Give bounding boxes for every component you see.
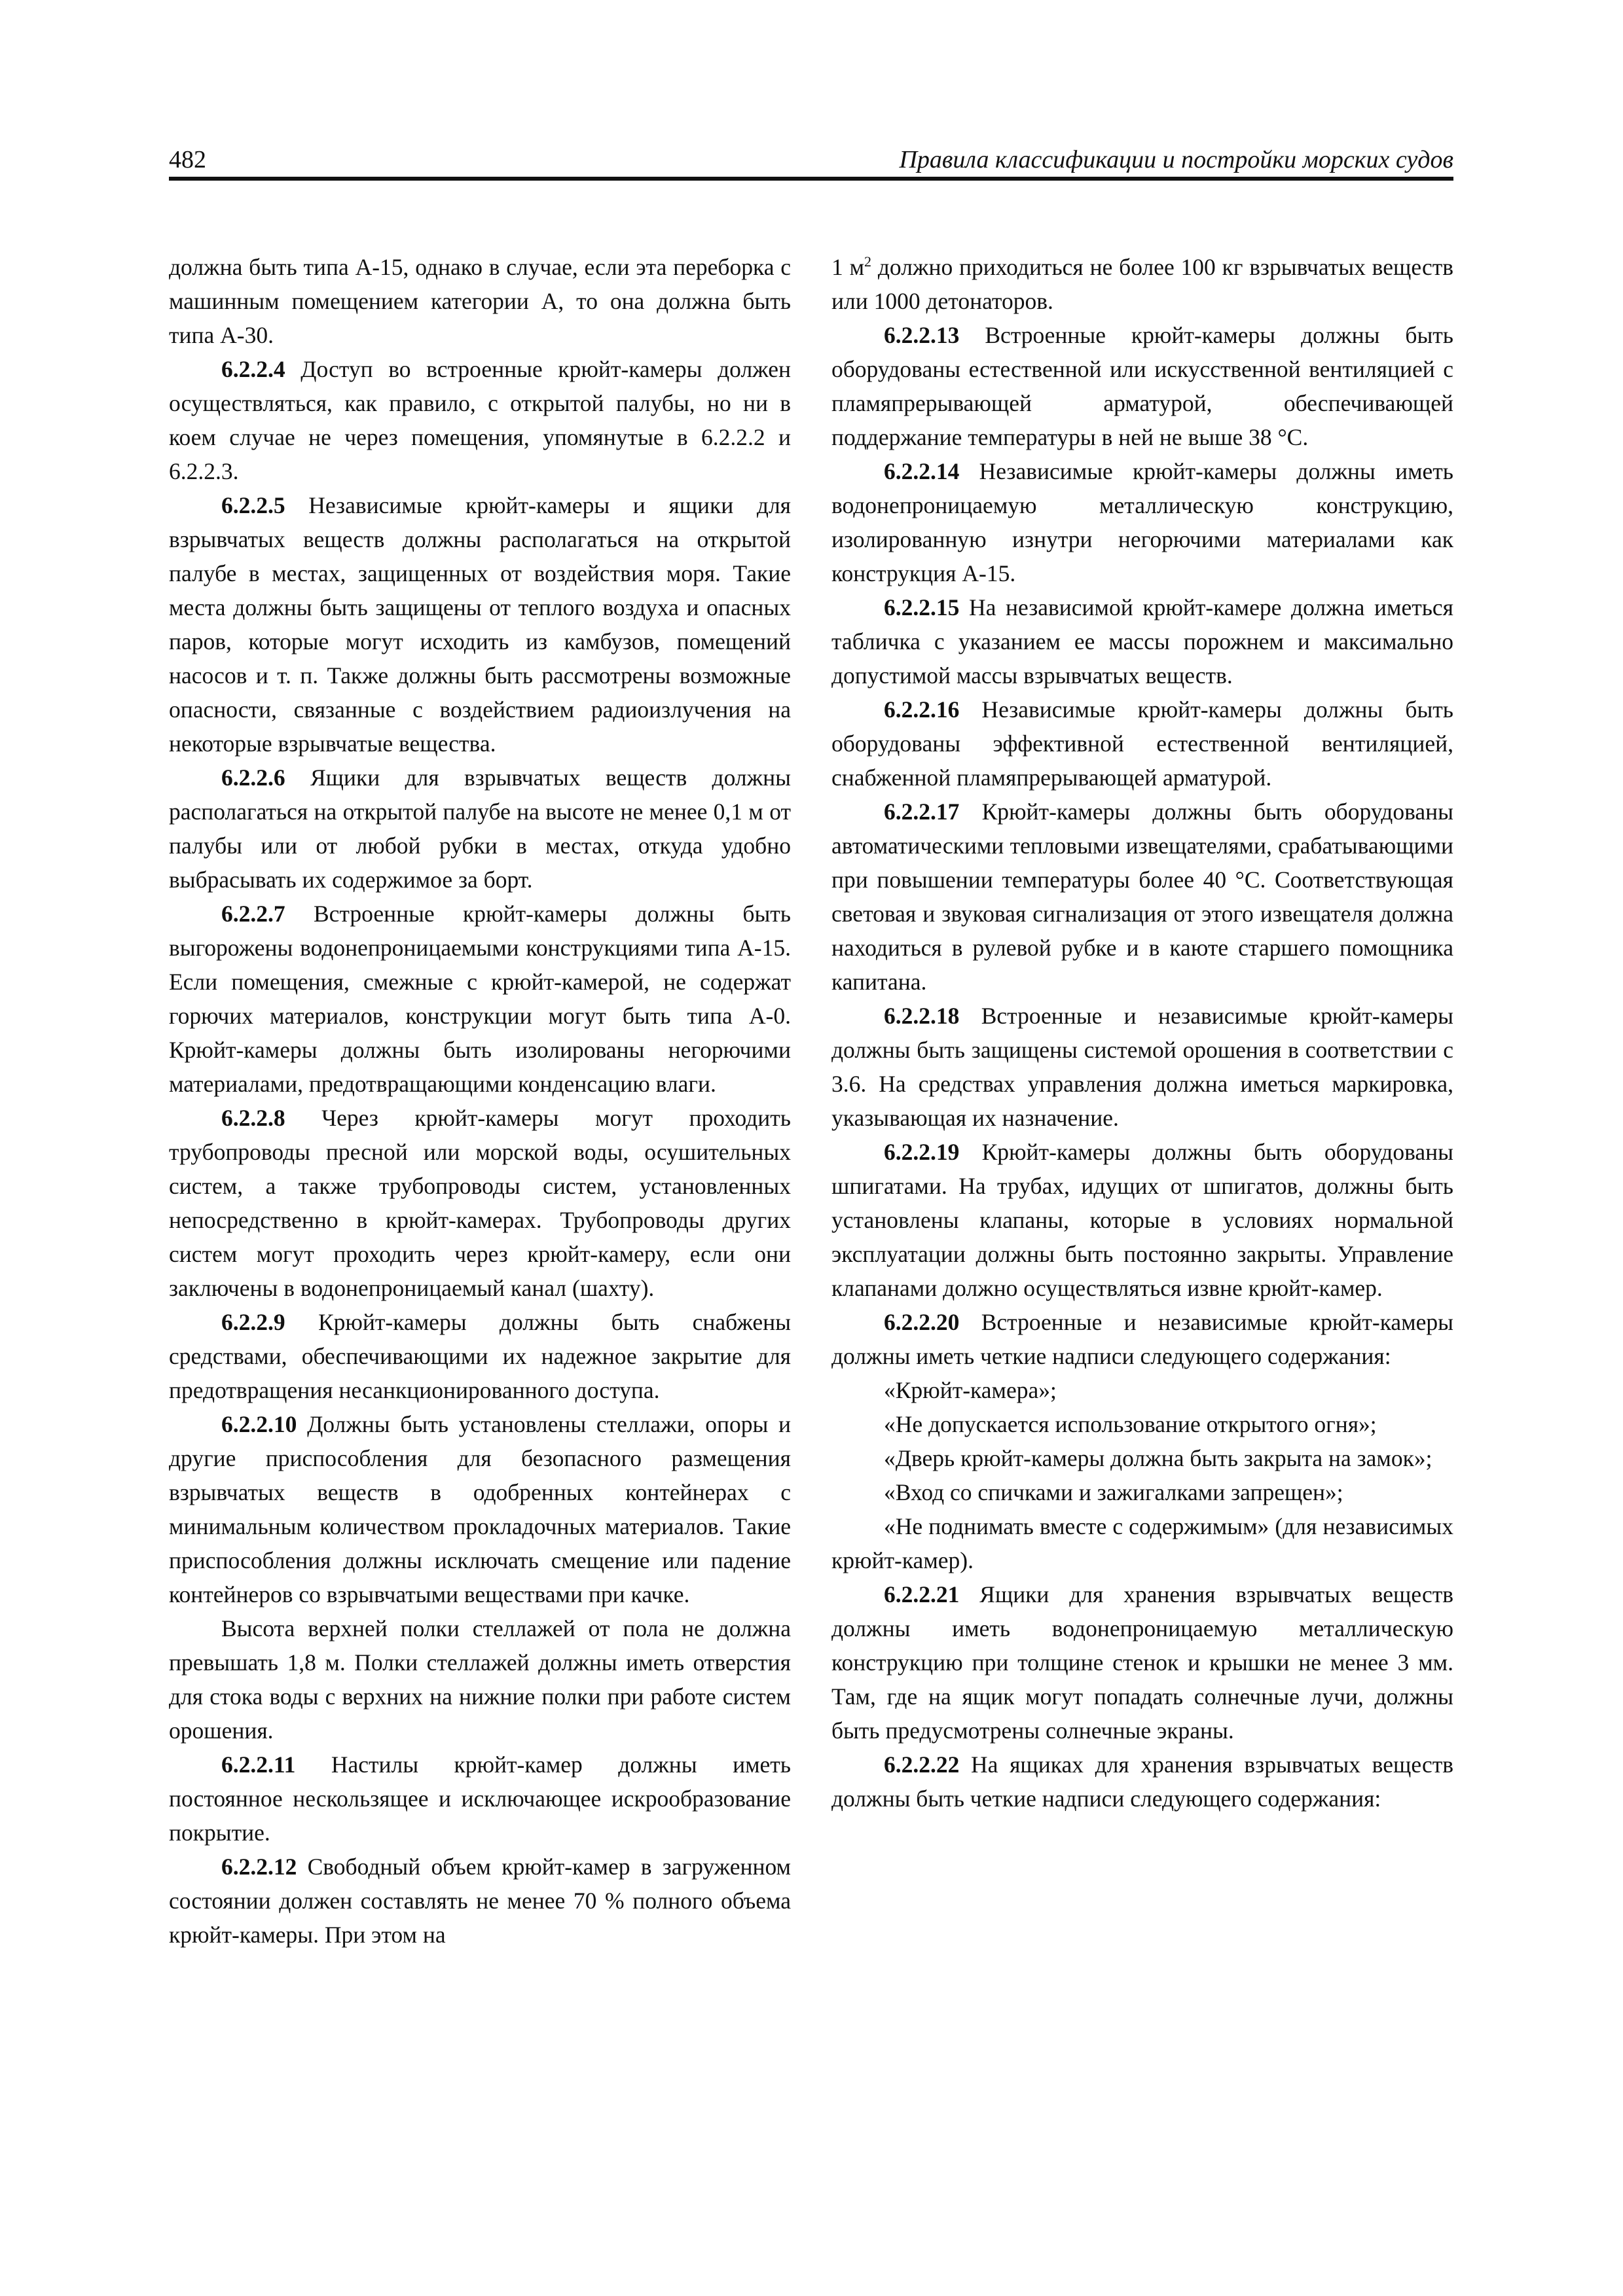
- paragraph-text: 1 м: [831, 254, 865, 280]
- paragraph-text: Доступ во встроенные крюйт-камеры должен осуществляться, как правило, с открытой палубы, но ни в коем случае не через помещения, упомянутые в 6.2.2.2 и 6.2.2.3.: [169, 356, 791, 484]
- paragraph-text: «Крюйт-камера»;: [884, 1377, 1057, 1403]
- paragraph: [831, 1305, 1453, 1373]
- paragraph: [169, 1748, 791, 1850]
- paragraph: [169, 1611, 791, 1748]
- paragraph-text: «Не поднимать вместе с содержимым» (для независимых крюйт-камер).: [831, 1513, 1453, 1573]
- clause-number: 6.2.2.6: [221, 764, 285, 791]
- clause-number: 6.2.2.18: [884, 1003, 960, 1029]
- paragraph: [169, 488, 791, 761]
- paragraph: [831, 1577, 1453, 1748]
- paragraph: [169, 897, 791, 1101]
- clause-number: 6.2.2.12: [221, 1854, 297, 1880]
- clause-number: 6.2.2.11: [221, 1751, 296, 1778]
- paragraph: [831, 454, 1453, 590]
- paragraph: [169, 352, 791, 488]
- paragraph-text: Встроенные и независимые крюйт-камеры должны быть защищены системой орошения в соответствии с 3.6. На средствах управления должна иметься маркировка, указывающая их назначение.: [831, 1003, 1453, 1131]
- clause-number: 6.2.2.9: [221, 1309, 285, 1335]
- paragraph-text: должна быть типа А-15, однако в случае, если эта переборка с машинным помещением категории А, то она должна быть типа А-30.: [169, 254, 791, 348]
- paragraph-text: Независимые крюйт-камеры должны быть оборудованы эффективной естественной вентиляцией, снабженной пламяпрерывающей арматурой.: [831, 696, 1453, 791]
- paragraph-text: Должны быть установлены стеллажи, опоры и другие приспособления для безопасного размещения взрывчатых веществ в одобренных контейнерах с минимальным количеством прокладочных материалов. Такие приспособления должны исключать смещение или падение контейнеров со взрывчатыми веществами при качке.: [169, 1411, 791, 1607]
- paragraph: [831, 692, 1453, 795]
- paragraph-text: «Вход со спичками и зажигалками запрещен»;: [884, 1479, 1343, 1505]
- paragraph-text: Независимые крюйт-камеры и ящики для взрывчатых веществ должны располагаться на открытой палубе в местах, защищенных от воздействия моря. Такие места должны быть защищены от теплого воздуха и опасных паров, которые могут исходить из камбузов, помещений насосов и т. п. Также должны быть рассмотрены возможные опасности, связанные с воздействием радиоизлучения на некоторые взрывчатые вещества.: [169, 492, 791, 757]
- inscription-item: [831, 1373, 1453, 1407]
- paragraph-text: Встроенные крюйт-камеры должны быть выгорожены водонепроницаемыми конструкциями типа А-15. Если помещения, смежные с крюйт-камерой, не содержат горючих материалов, конструкции могут быть типа А-0. Крюйт-камеры должны быть изолированы негорючими материалами, предотвращающими конденсацию влаги.: [169, 901, 791, 1097]
- clause-number: 6.2.2.20: [884, 1309, 960, 1335]
- inscription-item: [831, 1407, 1453, 1441]
- paragraph-text: Высота верхней полки стеллажей от пола не должна превышать 1,8 м. Полки стеллажей должны иметь отверстия для стока воды с верхних на нижние полки при работе систем орошения.: [169, 1615, 791, 1744]
- paragraph-text: Через крюйт-камеры могут проходить трубопроводы пресной или морской воды, осушительных систем, а также трубопроводы систем, установленных непосредственно в крюйт-камерах. Трубопроводы других систем могут проходить через крюйт-камеру, если они заключены в водонепроницаемый канал (шахту).: [169, 1105, 791, 1301]
- clause-number: 6.2.2.19: [884, 1139, 960, 1165]
- running-title: Правила классификации и постройки морских судов: [899, 146, 1453, 173]
- paragraph: [831, 999, 1453, 1135]
- clause-number: 6.2.2.17: [884, 798, 960, 825]
- page-number: 482: [169, 146, 206, 173]
- page-header: [169, 143, 1453, 182]
- superscript: 2: [864, 253, 872, 270]
- paragraph-text: Крюйт-камеры должны быть снабжены средствами, обеспечивающими их надежное закрытие для предотвращения несанкционированного доступа.: [169, 1309, 791, 1403]
- paragraph-text: Крюйт-камеры должны быть оборудованы шпигатами. На трубах, идущих от шпигатов, должны быть установлены клапаны, которые в условиях нормальной эксплуатации должны быть постоянно закрыты. Управление клапанами должно осуществляться извне крюйт-камер.: [831, 1139, 1453, 1301]
- paragraph: [169, 1407, 791, 1611]
- left-column: [169, 250, 791, 1952]
- clause-number: 6.2.2.8: [221, 1105, 285, 1131]
- paragraph: [169, 250, 791, 352]
- paragraph-text: Ящики для взрывчатых веществ должны располагаться на открытой палубе на высоте не менее 0,1 м от палубы или от любой рубки в местах, откуда удобно выбрасывать их содержимое за борт.: [169, 764, 791, 893]
- right-column: [831, 250, 1453, 1816]
- paragraph: [169, 761, 791, 897]
- paragraph: [831, 250, 1453, 318]
- inscription-item: [831, 1441, 1453, 1475]
- clause-number: 6.2.2.16: [884, 696, 960, 723]
- clause-number: 6.2.2.13: [884, 322, 960, 348]
- paragraph-text: Независимые крюйт-камеры должны иметь водонепроницаемую металлическую конструкцию, изолированную изнутри негорючими материалами как конструкция А-15.: [831, 458, 1453, 586]
- inscription-item: [831, 1475, 1453, 1509]
- paragraph: [831, 795, 1453, 999]
- paragraph: [831, 590, 1453, 692]
- paragraph-text: «Дверь крюйт-камеры должна быть закрыта на замок»;: [884, 1445, 1432, 1471]
- paragraph-text: Встроенные крюйт-камеры должны быть оборудованы естественной или искусственной вентиляцией с пламяпрерывающей арматурой, обеспечивающей поддержание температуры в ней не выше 38 °С.: [831, 322, 1453, 450]
- header-rule: [169, 177, 1453, 181]
- clause-number: 6.2.2.22: [884, 1751, 960, 1778]
- clause-number: 6.2.2.10: [221, 1411, 297, 1437]
- paragraph-text: Настилы крюйт-камер должны иметь постоянное нескользящее и исключающее искрообразование покрытие.: [169, 1751, 791, 1846]
- paragraph: [831, 318, 1453, 454]
- paragraph-text: «Не допускается использование открытого огня»;: [884, 1411, 1377, 1437]
- clause-number: 6.2.2.4: [221, 356, 285, 382]
- clause-number: 6.2.2.21: [884, 1581, 960, 1607]
- paragraph-text: На ящиках для хранения взрывчатых веществ должны быть четкие надписи следующего содержания:: [831, 1751, 1453, 1812]
- paragraph: [831, 1135, 1453, 1305]
- clause-number: 6.2.2.7: [221, 901, 285, 927]
- paragraph-text: Крюйт-камеры должны быть оборудованы автоматическими тепловыми извещателями, срабатывающими при повышении температуры более 40 °С. Соответствующая световая и звуковая сигнализация от этого извещателя должна находиться в рулевой рубке и в каюте старшего помощника капитана.: [831, 798, 1453, 995]
- inscription-item: [831, 1509, 1453, 1577]
- clause-number: 6.2.2.14: [884, 458, 960, 484]
- paragraph: [169, 1101, 791, 1305]
- paragraph: [831, 1748, 1453, 1816]
- paragraph-text: Свободный объем крюйт-камер в загруженном состоянии должен составлять не менее 70 % полного объема крюйт-камеры. При этом на: [169, 1854, 791, 1948]
- paragraph-text: Ящики для хранения взрывчатых веществ должны иметь водонепроницаемую металлическую конструкцию при толщине стенок и крышки не менее 3 мм. Там, где на ящик могут попадать солнечные лучи, должны быть предусмотрены солнечные экраны.: [831, 1581, 1453, 1744]
- paragraph: [169, 1305, 791, 1407]
- paragraph-text: должно приходиться не более 100 кг взрывчатых веществ или 1000 детонаторов.: [831, 254, 1453, 314]
- clause-number: 6.2.2.5: [221, 492, 285, 518]
- paragraph: [169, 1850, 791, 1952]
- paragraph-text: На независимой крюйт-камере должна иметься табличка с указанием ее массы порожнем и максимально допустимой массы взрывчатых веществ.: [831, 594, 1453, 689]
- clause-number: 6.2.2.15: [884, 594, 960, 620]
- paragraph-text: Встроенные и независимые крюйт-камеры должны иметь четкие надписи следующего содержания:: [831, 1309, 1453, 1369]
